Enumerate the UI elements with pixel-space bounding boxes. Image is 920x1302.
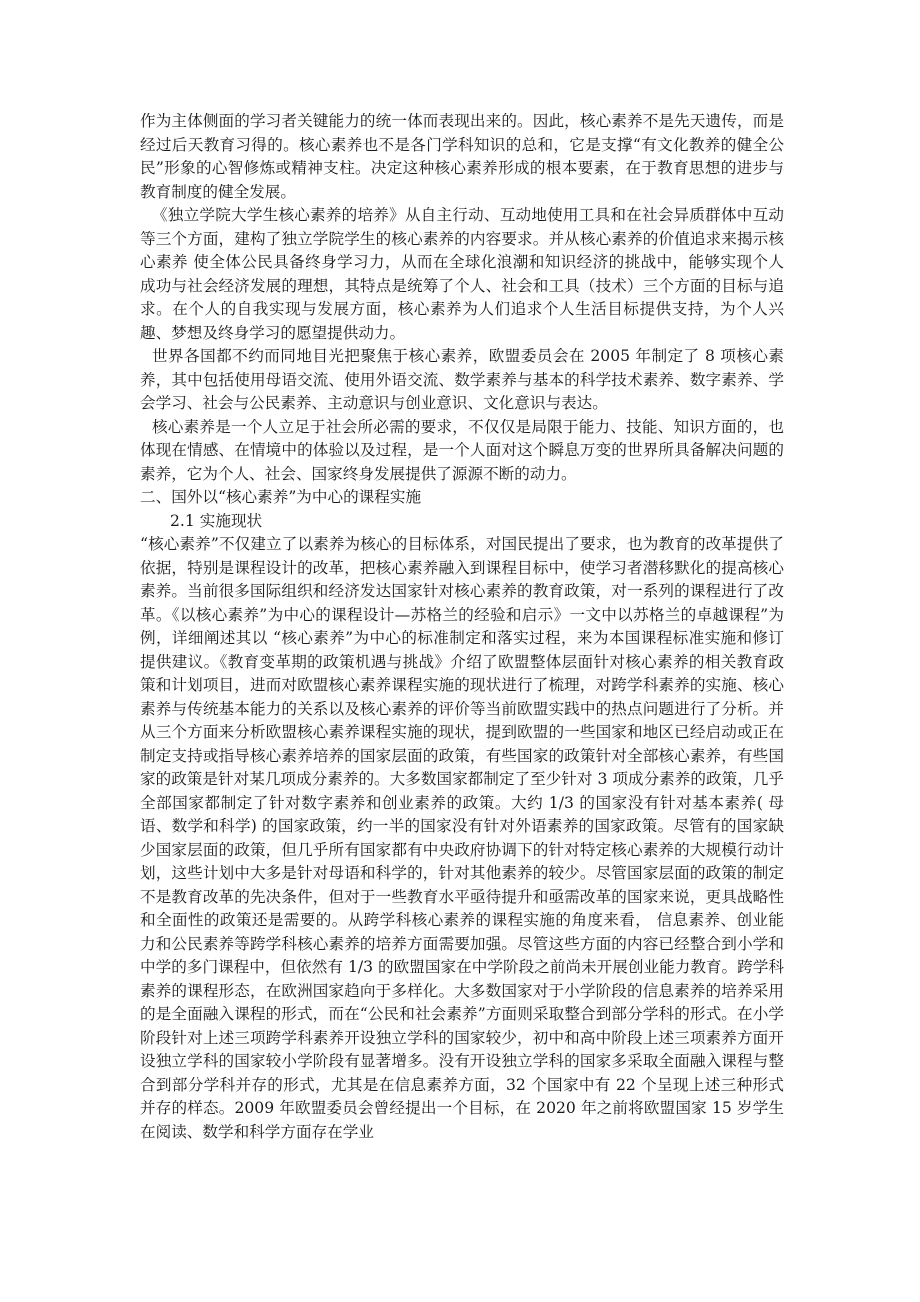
paragraph-1: 作为主体侧面的学习者关键能力的统一体而表现出来的。因此，核心素养不是先天遗传，而是经过后天教育习得的。核心素养也不是各门学科知识的总和，它是支撑“有文化教养的健全公民”形象的心智修炼或精神支柱。决定这种核心素养形成的根本要素，在于教育思想的进步与教育制度的健全发展。: [140, 112, 784, 201]
paragraph-2: 《独立学院大学生核心素养的培养》从自主行动、互动地使用工具和在社会异质群体中互动等三个方面，建构了独立学院学生的核心素养的内容要求。并从核心素养的价值追求来揭示核心素养 使全体公民具备终身学习力，从而在全球化浪潮和知识经济的挑战中，能够实现个人成功与社会经济发展的理想，其特点是统筹了个人、社会和工具（技术）三个方面的目标与追求。在个人的自我实现与发展方面，核心素养为人们追求个人生活目标提供支持，为个人兴趣、梦想及终身学习的愿望提供动力。: [140, 206, 784, 342]
subsection-heading: 2.1 实施现状: [170, 511, 263, 530]
paragraph-3: 世界各国都不约而同地目光把聚焦于核心素养，欧盟委员会在 2005 年制定了 8 项核心素养，其中包括使用母语交流、使用外语交流、数学素养与基本的科学技术素养、数字素养、学会学习、社会与公民素养、主动意识与创业意识、文化意识与表达。: [140, 347, 784, 412]
paragraph-4: 核心素养是一个人立足于社会所必需的要求，不仅仅是局限于能力、技能、知识方面的，也体现在情感、在情境中的体验以及过程，是一个人面对这个瞬息万变的世界所具备解决问题的素养，它为个人、社会、国家终身发展提供了源源不断的动力。: [140, 417, 784, 483]
paragraph-5: “核心素养”不仅建立了以素养为核心的目标体系，对国民提出了要求，也为教育的改革提供了依据，特别是课程设计的改革，把核心素养融入到课程目标中，使学习者潜移默化的提高核心素养。当前很多国际组织和经济发达国家针对核心素养的教育政策，对一系列的课程进行了改革。《以核心素养”为中心的课程设计—苏格兰的经验和启示》一文中以苏格兰的卓越课程”为例，详细阐述其以 “核心素养”为中心的标准制定和落实过程，来为本国课程标准实施和修订提供建议。《教育变革期的政策机遇与挑战》介绍了欧盟整体层面针对核心素养的相关教育政策和计划项目，进而对欧盟核心素养课程实施的现状进行了梳理，对跨学科素养的实施、核心素养与传统基本能力的关系以及核心素养的评价等当前欧盟实践中的热点问题进行了分析。并从三个方面来分析欧盟核心素养课程实施的现状，提到欧盟的一些国家和地区已经启动或正在制定支持或指导核心素养培养的国家层面的政策，有些国家的政策针对全部核心素养，有些国家的政策是针对某几项成分素养的。大多数国家都制定了至少针对 3 项成分素养的政策，几乎全部国家都制定了针对数字素养和创业素养的政策。大约 1/3 的国家没有针对基本素养( 母语、数学和科学) 的国家政策，约一半的国家没有针对外语素养的国家政策。尽管有的国家缺少国家层面的政策，但几乎所有国家都有中央政府协调下的针对特定核心素养的大规模行动计划，这些计划中大多是针对母语和科学的，针对其他素养的较少。尽管国家层面的政策的制定不是教育改革的先决条件，但对于一些教育水平亟待提升和亟需改革的国家来说，更具战略性和全面性的政策还是需要的。从跨学科核心素养的课程实施的角度来看， 信息素养、创业能力和公民素养等跨学科核心素养的培养方面需要加强。尽管这些方面的内容已经整合到小学和中学的多门课程中，但依然有 1/3 的欧盟国家在中学阶段之前尚未开展创业能力教育。跨学科素养的课程形态，在欧洲国家趋向于多样化。大多数国家对于小学阶段的信息素养的培养采用的是全面融入课程的形式，而在“公民和社会素养”方面则采取整合到部分学科的形式。在小学阶段针对上述三项跨学科素养开设独立学科的国家较少，初中和高中阶段上述三项素养方面开设独立学科的国家较小学阶段有显著增多。没有开设独立学科的国家多采取全面融入课程与整合到部分学科并存的形式，尤其是在信息素养方面，32 个国家中有 22 个呈现上述三种形式并存的样态。2009 年欧盟委员会曾经提出一个目标，在 2020 年之前将欧盟国家 15 岁学生在阅读、数学和科学方面存在学业: [140, 535, 784, 1141]
document-body: [140, 110, 784, 1144]
section-heading: 二、国外以“核心素养”为中心的课程实施: [140, 488, 422, 506]
